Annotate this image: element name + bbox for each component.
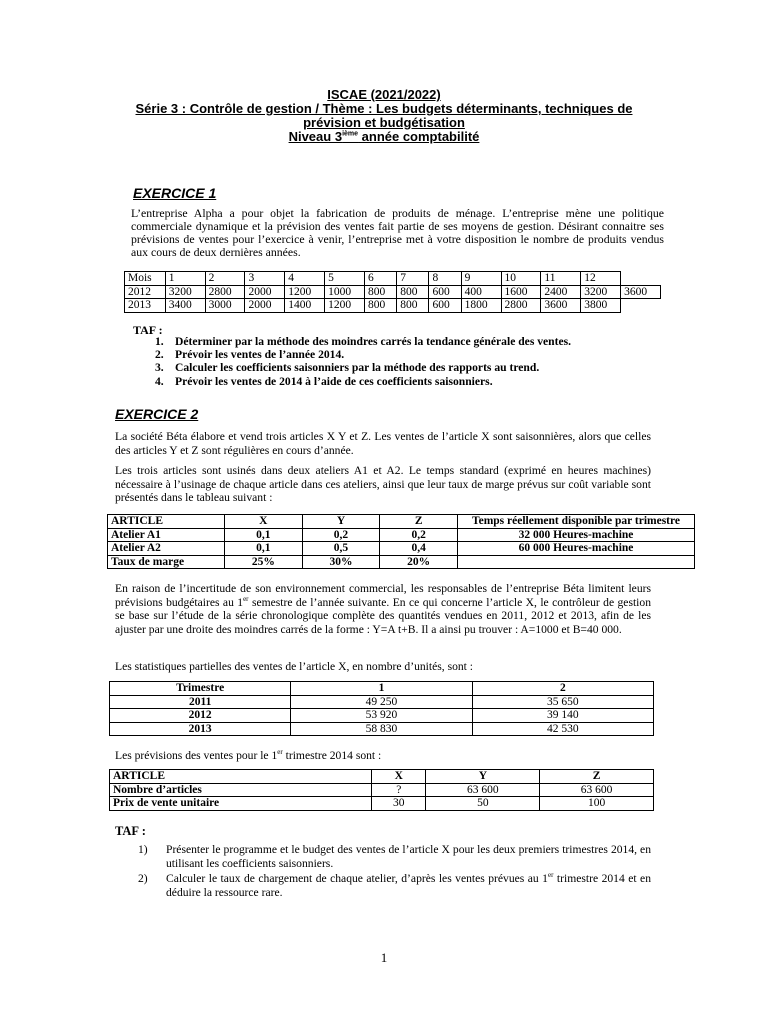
table-cell: 2800 bbox=[205, 285, 245, 299]
table-cell: 50 bbox=[426, 797, 540, 811]
table-cell: 1800 bbox=[461, 299, 501, 313]
quarterly-sales-table bbox=[109, 681, 654, 736]
table-cell: 800 bbox=[365, 299, 397, 313]
table-cell: ARTICLE bbox=[110, 770, 372, 784]
page-number: 1 bbox=[380, 950, 388, 965]
table-cell: 800 bbox=[365, 285, 397, 299]
exercise-2-paragraph-5: Les prévisions des ventes pour le 1er trimestre 2014 sont : bbox=[115, 748, 382, 762]
table-cell: 1 bbox=[165, 272, 205, 286]
table-cell: 35 650 bbox=[472, 695, 653, 709]
list-item: 1) Présenter le programme et le budget des ventes de l’article X pour les deux premiers trimestres 2014, en utilisant les coefficients saisonniers. bbox=[138, 843, 651, 870]
table-cell: 2 bbox=[472, 682, 653, 696]
table-cell: 11 bbox=[541, 272, 581, 286]
table-row bbox=[125, 272, 661, 286]
table-cell: 5 bbox=[325, 272, 365, 286]
table-cell: 1200 bbox=[325, 299, 365, 313]
table-cell: 25% bbox=[225, 555, 303, 569]
table-cell: Atelier A1 bbox=[108, 528, 225, 542]
table-cell: 2013 bbox=[110, 722, 291, 736]
table-cell: 3200 bbox=[165, 285, 205, 299]
table-cell: 600 bbox=[429, 285, 461, 299]
table-cell: 1400 bbox=[285, 299, 325, 313]
table-cell: ? bbox=[372, 783, 426, 797]
table-cell: Y bbox=[426, 770, 540, 784]
table-cell: 3 bbox=[245, 272, 285, 286]
list-item: 2) Calculer le taux de chargement de chaque atelier, d’après les ventes prévues au 1er trimestre 2014 et en déduire la ressource rare. bbox=[138, 871, 651, 899]
table-cell: 3200 bbox=[581, 285, 621, 299]
forecast-table bbox=[109, 769, 654, 811]
table-row bbox=[110, 783, 654, 797]
table-cell: 800 bbox=[397, 299, 429, 313]
table-cell: 0,1 bbox=[225, 528, 303, 542]
table-row bbox=[110, 695, 654, 709]
exercise-2-paragraph-4: Les statistiques partielles des ventes de l’article X, en nombre d’unités, sont : bbox=[115, 660, 474, 673]
table-cell: 9 bbox=[461, 272, 501, 286]
table-cell: 2011 bbox=[110, 695, 291, 709]
table-row bbox=[125, 299, 661, 313]
table-row bbox=[108, 555, 695, 569]
table-cell: 3600 bbox=[621, 285, 661, 299]
exercise-2-paragraph-1: La société Béta élabore et vend trois articles X Y et Z. Les ventes de l’article X sont saisonnières, alors que celles des articles Y et Z sont régulières en cours d’année. bbox=[115, 430, 651, 457]
table-cell: 63 600 bbox=[540, 783, 654, 797]
list-item: 4. Prévoir les ventes de 2014 à l’aide de ces coefficients saisonniers. bbox=[155, 374, 493, 388]
table-cell: Z bbox=[540, 770, 654, 784]
table-cell: X bbox=[372, 770, 426, 784]
table-cell: 2000 bbox=[245, 299, 285, 313]
table-cell: Atelier A2 bbox=[108, 542, 225, 556]
table-cell: 0,2 bbox=[302, 528, 380, 542]
table-cell: 0,1 bbox=[225, 542, 303, 556]
table-cell: 400 bbox=[461, 285, 501, 299]
header-theme: prévision et budgétisation bbox=[303, 115, 465, 130]
monthly-sales-table bbox=[124, 271, 661, 313]
exercise-2-taf-list bbox=[138, 843, 651, 899]
table-cell: 42 530 bbox=[472, 722, 653, 736]
table-cell: 1600 bbox=[501, 285, 541, 299]
table-cell: 4 bbox=[285, 272, 325, 286]
exercise-1-taf-label: TAF : bbox=[133, 323, 163, 337]
table-cell: X bbox=[225, 515, 303, 529]
table-cell: Y bbox=[302, 515, 380, 529]
table-cell: 2012 bbox=[110, 709, 291, 723]
table-cell: 32 000 Heures-machine bbox=[458, 528, 695, 542]
exercise-2-paragraph-2: Les trois articles sont usinés dans deux ateliers A1 et A2. Le temps standard (exprimé en heures machines) nécessaire à l’usinage de chaque article dans ces ateliers, ainsi que leur taux de marge prévus sur coût variable sont présentés dans le tableau suivant : bbox=[115, 464, 651, 505]
table-cell: 8 bbox=[429, 272, 461, 286]
table-cell: 20% bbox=[380, 555, 458, 569]
table-cell: Trimestre bbox=[110, 682, 291, 696]
table-cell: Nombre d’articles bbox=[110, 783, 372, 797]
table-row bbox=[108, 542, 695, 556]
table-cell: 0,2 bbox=[380, 528, 458, 542]
table-cell: 7 bbox=[397, 272, 429, 286]
table-cell: 2400 bbox=[541, 285, 581, 299]
table-cell: 1 bbox=[291, 682, 472, 696]
table-row bbox=[110, 770, 654, 784]
table-cell: 0,5 bbox=[302, 542, 380, 556]
table-row bbox=[125, 285, 661, 299]
workshop-times-table bbox=[107, 514, 695, 569]
table-cell: Mois bbox=[125, 272, 166, 286]
table-cell: 3600 bbox=[541, 299, 581, 313]
table-cell: Prix de vente unitaire bbox=[110, 797, 372, 811]
table-cell: 3400 bbox=[165, 299, 205, 313]
table-cell: 58 830 bbox=[291, 722, 472, 736]
table-cell: 63 600 bbox=[426, 783, 540, 797]
header-title: ISCAE (2021/2022) bbox=[327, 87, 441, 102]
table-cell: 0,4 bbox=[380, 542, 458, 556]
table-cell: 3800 bbox=[581, 299, 621, 313]
table-cell: 60 000 Heures-machine bbox=[458, 542, 695, 556]
exercise-2-paragraph-3: En raison de l’incertitude de son environnement commercial, les responsables de l’entreprise Béta limitent leurs prévisions budgétaires au 1er semestre de l’année suivante. En ce qui concerne l’article X, le contrôleur de gestion se base sur l’étude de la série chronologique complète des quantités vendues en 2011, 2012 et 2013, afin de les ajuster par une droite des moindres carrés de la forme : Y=A t+B. Il a ainsi pu trouver : A=1000 et B=40 000. bbox=[115, 582, 651, 636]
exercise-2-taf-label: TAF : bbox=[115, 824, 146, 838]
table-cell: ARTICLE bbox=[108, 515, 225, 529]
exercise-1-title: EXERCICE 1 bbox=[133, 185, 217, 201]
table-cell: 49 250 bbox=[291, 695, 472, 709]
table-cell bbox=[458, 555, 695, 569]
table-cell: 30 bbox=[372, 797, 426, 811]
table-cell: 12 bbox=[581, 272, 621, 286]
table-cell: Taux de marge bbox=[108, 555, 225, 569]
table-cell: 2 bbox=[205, 272, 245, 286]
table-row bbox=[108, 515, 695, 529]
table-cell: 1200 bbox=[285, 285, 325, 299]
table-cell: 2013 bbox=[125, 299, 166, 313]
list-item: 3. Calculer les coefficients saisonniers par la méthode des rapports au trend. bbox=[155, 361, 540, 375]
table-row bbox=[110, 722, 654, 736]
table-cell: 2000 bbox=[245, 285, 285, 299]
table-row bbox=[108, 528, 695, 542]
table-cell: Z bbox=[380, 515, 458, 529]
table-cell: 600 bbox=[429, 299, 461, 313]
header-series: Série 3 : Contrôle de gestion / Thème : Les budgets déterminants, techniques de bbox=[135, 101, 633, 116]
table-row bbox=[110, 682, 654, 696]
table-cell: 10 bbox=[501, 272, 541, 286]
table-row bbox=[110, 709, 654, 723]
list-item: 1. Déterminer par la méthode des moindres carrés la tendance générale des ventes. bbox=[155, 335, 572, 348]
table-cell: 30% bbox=[302, 555, 380, 569]
table-cell: 39 140 bbox=[472, 709, 653, 723]
table-cell: 6 bbox=[365, 272, 397, 286]
table-cell: 1000 bbox=[325, 285, 365, 299]
table-cell: 2012 bbox=[125, 285, 166, 299]
exercise-1-taf-list bbox=[155, 335, 655, 388]
table-cell: 3000 bbox=[205, 299, 245, 313]
table-cell: 53 920 bbox=[291, 709, 472, 723]
table-cell: 2800 bbox=[501, 299, 541, 313]
table-cell: 800 bbox=[397, 285, 429, 299]
table-cell: 100 bbox=[540, 797, 654, 811]
header-level: Niveau 3ième année comptabilité bbox=[288, 129, 480, 144]
exercise-1-intro: L’entreprise Alpha a pour objet la fabrication de produits de ménage. L’entreprise mène une politique commerciale dynamique et la prévision des ventes fait partie de ses moyens de gestion. Désirant connaitre ses prévisions de ventes pour l’exercice à venir, l’entreprise met à votre disposition le nombre de produits vendus aux cours de deux dernières années. bbox=[131, 206, 664, 259]
table-row bbox=[110, 797, 654, 811]
exercise-2-title: EXERCICE 2 bbox=[115, 406, 199, 422]
list-item: 2. Prévoir les ventes de l’année 2014. bbox=[155, 348, 345, 362]
table-cell: Temps réellement disponible par trimestre bbox=[458, 515, 695, 529]
